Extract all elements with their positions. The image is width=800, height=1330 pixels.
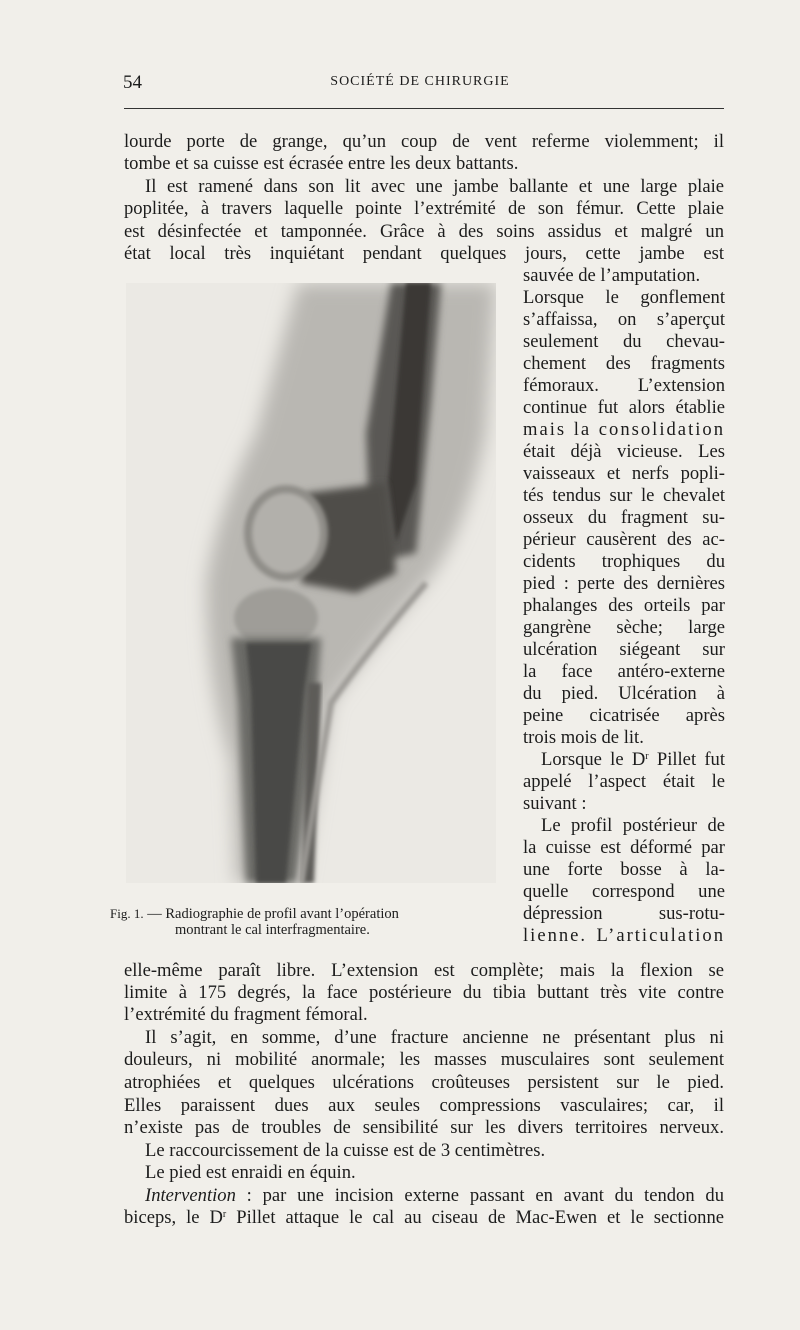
text-run: : par une incision externe passant en avant du tendon du: [235, 1185, 724, 1206]
side-line: la cuisse est déformé par: [523, 837, 725, 858]
side-line: s’affaissa, on s’aperçut: [523, 309, 725, 330]
radiograph-figure: [126, 283, 496, 883]
body-line: Elles paraissent dues aux seules compressions vasculaires; car, il: [124, 1095, 724, 1116]
body-line: Le raccourcissement de la cuisse est de 3 centimètres.: [145, 1140, 546, 1161]
side-line: chement des fragments: [523, 353, 725, 374]
body-line: elle-même paraît libre. L’extension est complète; mais la flexion se: [124, 960, 724, 981]
side-line: cidents trophiques du: [523, 551, 725, 572]
side-line: périeur causèrent des ac-: [523, 529, 725, 550]
side-line: trois mois de lit.: [523, 727, 644, 748]
body-line: poplitée, à travers laquelle pointe l’extrémité de son fémur. Cette plaie: [124, 198, 724, 219]
side-line: mais la consolidation: [523, 419, 725, 440]
header-rule: [124, 108, 724, 109]
side-line: la face antéro-externe: [523, 661, 725, 682]
body-line: état local très inquiétant pendant quelques jours, cette jambe est: [124, 243, 724, 264]
side-line: fémoraux. L’extension: [523, 375, 725, 396]
caption-line: montrant le cal interfragmentaire.: [175, 922, 370, 938]
side-line: sauvée de l’amputation.: [523, 265, 701, 286]
side-line: ulcération siégeant sur: [523, 639, 725, 660]
side-line: était déjà vicieuse. Les: [523, 441, 725, 462]
side-line: peine cicatrisée après: [523, 705, 725, 726]
superscript: r: [645, 751, 649, 762]
text-run: Lorsque le D: [541, 749, 646, 770]
side-line: du pied. Ulcération à: [523, 683, 725, 704]
body-line: est désinfectée et tamponnée. Grâce à des soins assidus et malgré un: [124, 221, 724, 242]
page-number: 54: [123, 72, 142, 93]
side-line: vaisseaux et nerfs popli-: [523, 463, 725, 484]
side-line: tés tendus sur le chevalet: [523, 485, 725, 506]
side-line: [541, 749, 725, 771]
body-line: l’extrémité du fragment fémoral.: [124, 1004, 368, 1025]
text-run: biceps, le D: [124, 1207, 223, 1228]
side-line: gangrène sèche; large: [523, 617, 725, 638]
body-line: limite à 175 degrés, la face postérieure du tibia buttant très vite contre: [124, 982, 724, 1003]
text-run: Pillet fut: [648, 749, 725, 770]
side-line: Le profil postérieur de: [541, 815, 725, 836]
superscript: r: [222, 1209, 227, 1220]
body-line: n’existe pas de troubles de sensibilité sur les divers territoires nerveux.: [124, 1117, 724, 1138]
caption-label: Fig. 1.: [110, 906, 144, 921]
side-line: continue fut alors établie: [523, 397, 725, 418]
side-line: quelle correspond une: [523, 881, 725, 902]
side-line: pied : perte des dernières: [523, 573, 725, 594]
side-line: phalanges des orteils par: [523, 595, 725, 616]
body-line: douleurs, ni mobilité anormale; les masses musculaires sont seulement: [124, 1049, 724, 1070]
caption-line: [110, 906, 510, 922]
body-line: [124, 1207, 724, 1229]
caption-text: — Radiographie de profil avant l’opération: [143, 906, 399, 922]
body-line: Le pied est enraidi en équin.: [145, 1162, 356, 1183]
text-run: Pillet attaque le cal au ciseau de Mac-Ewen et le sectionne: [226, 1207, 725, 1228]
side-line: lienne. L’articulation: [523, 925, 725, 946]
body-line: Il s’agit, en somme, d’une fracture ancienne ne présentant plus ni: [145, 1027, 724, 1048]
side-line: seulement du chevau-: [523, 331, 725, 352]
side-line: dépression sus-rotu-: [523, 903, 725, 924]
knee-radiograph-image: [126, 283, 496, 883]
side-line: appelé l’aspect était le: [523, 771, 725, 792]
body-line: atrophiées et quelques ulcérations croûteuses persistent sur le pied.: [124, 1072, 724, 1093]
body-line: [145, 1185, 724, 1207]
side-line: une forte bosse à la-: [523, 859, 725, 880]
body-line: Il est ramené dans son lit avec une jambe ballante et une large plaie: [145, 176, 724, 197]
side-line: Lorsque le gonflement: [523, 287, 725, 308]
figure-caption: [110, 906, 510, 938]
body-line: lourde porte de grange, qu’un coup de vent referme violemment; il: [124, 131, 724, 152]
running-head: SOCIÉTÉ DE CHIRURGIE: [330, 74, 510, 89]
body-line: tombe et sa cuisse est écrasée entre les deux battants.: [124, 153, 519, 174]
italic-heading: Intervention: [145, 1185, 236, 1206]
side-line: suivant :: [523, 793, 587, 814]
side-line: osseux du fragment su-: [523, 507, 725, 528]
